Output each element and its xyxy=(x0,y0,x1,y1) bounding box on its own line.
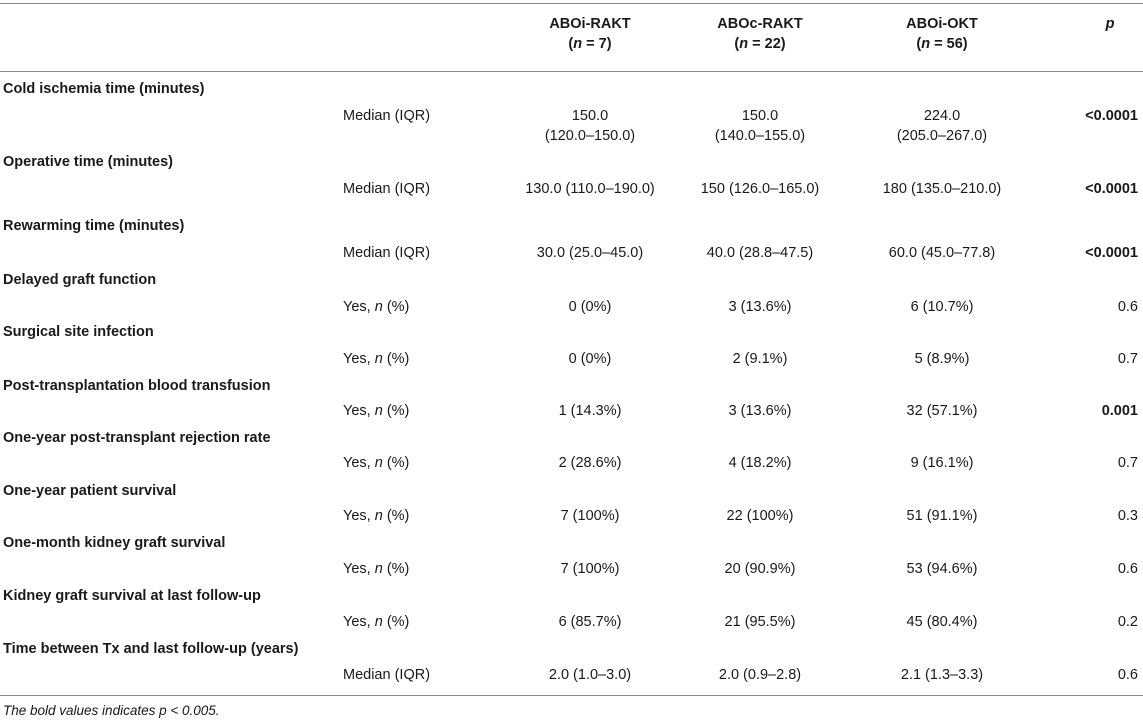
row-label: Yes, n (%) xyxy=(343,508,410,524)
cell-value-col2: 150.0 (140.0–155.0) xyxy=(714,108,806,144)
cell-value-col1: 0 (0%) xyxy=(568,351,612,367)
cell-p-value: <0.0001 xyxy=(1085,108,1138,124)
cell-value-col3: 51 (91.1%) xyxy=(906,508,978,524)
cell-p-value: <0.0001 xyxy=(1085,181,1138,197)
header-aboi-okt: ABOi-OKT (n = 56) xyxy=(906,16,978,52)
group-title: Cold ischemia time (minutes) xyxy=(3,81,205,97)
table-top-rule xyxy=(0,3,1143,4)
cell-value-col1: 30.0 (25.0–45.0) xyxy=(536,245,644,261)
group-title: Surgical site infection xyxy=(3,324,154,340)
group-title: Kidney graft survival at last follow-up xyxy=(3,588,261,604)
cell-p-value: 0.6 xyxy=(1117,299,1138,315)
cell-p-value: 0.3 xyxy=(1117,508,1138,524)
cell-value-col3: 2.1 (1.3–3.3) xyxy=(900,667,984,683)
cell-value-col3: 6 (10.7%) xyxy=(910,299,974,315)
cell-value-col1: 130.0 (110.0–190.0) xyxy=(525,181,655,197)
cell-value-col2: 40.0 (28.8–47.5) xyxy=(706,245,814,261)
row-label: Yes, n (%) xyxy=(343,455,410,471)
cell-value-col3: 45 (80.4%) xyxy=(906,614,978,630)
cell-p-value: 0.001 xyxy=(1101,403,1138,419)
row-label: Median (IQR) xyxy=(343,667,431,683)
row-label: Median (IQR) xyxy=(343,245,431,261)
group-title: Delayed graft function xyxy=(3,272,157,288)
cell-p-value: 0.6 xyxy=(1117,667,1138,683)
row-label: Yes, n (%) xyxy=(343,561,410,577)
cell-value-col2: 2.0 (0.9–2.8) xyxy=(718,667,802,683)
cell-value-col3: 5 (8.9%) xyxy=(914,351,970,367)
header-aboi-rakt: ABOi-RAKT (n = 7) xyxy=(549,16,631,52)
cell-value-col2: 2 (9.1%) xyxy=(732,351,788,367)
cell-value-col3: 32 (57.1%) xyxy=(906,403,978,419)
table-bottom-rule xyxy=(0,695,1143,696)
cell-p-value: <0.0001 xyxy=(1085,245,1138,261)
cell-value-col3: 53 (94.6%) xyxy=(906,561,978,577)
group-title: Post-transplantation blood transfusion xyxy=(3,378,271,394)
header-p-value: p xyxy=(1105,16,1115,32)
group-title: Time between Tx and last follow-up (years) xyxy=(3,641,299,657)
row-label: Yes, n (%) xyxy=(343,614,410,630)
group-title: One-month kidney graft survival xyxy=(3,535,226,551)
group-title: Operative time (minutes) xyxy=(3,154,174,170)
cell-value-col2: 21 (95.5%) xyxy=(724,614,796,630)
cell-value-col1: 6 (85.7%) xyxy=(558,614,622,630)
cell-value-col1: 0 (0%) xyxy=(568,299,612,315)
cell-value-col3: 224.0 (205.0–267.0) xyxy=(896,108,988,144)
table-footnote: The bold values indicates p < 0.005. xyxy=(3,703,220,718)
cell-value-col2: 22 (100%) xyxy=(726,508,794,524)
cell-value-col1: 150.0 (120.0–150.0) xyxy=(544,108,636,144)
cell-p-value: 0.6 xyxy=(1117,561,1138,577)
row-label: Median (IQR) xyxy=(343,108,431,124)
cell-p-value: 0.2 xyxy=(1117,614,1138,630)
cell-value-col2: 3 (13.6%) xyxy=(728,299,792,315)
header-aboc-rakt: ABOc-RAKT (n = 22) xyxy=(717,16,803,52)
row-label: Yes, n (%) xyxy=(343,351,410,367)
cell-value-col2: 20 (90.9%) xyxy=(724,561,796,577)
cell-value-col2: 3 (13.6%) xyxy=(728,403,792,419)
cell-value-col2: 150 (126.0–165.0) xyxy=(700,181,820,197)
cell-value-col3: 180 (135.0–210.0) xyxy=(882,181,1002,197)
row-label: Yes, n (%) xyxy=(343,403,410,419)
group-title: One-year patient survival xyxy=(3,483,177,499)
row-label: Yes, n (%) xyxy=(343,299,410,315)
group-title: Rewarming time (minutes) xyxy=(3,218,185,234)
cell-p-value: 0.7 xyxy=(1117,455,1138,471)
cell-value-col2: 4 (18.2%) xyxy=(728,455,792,471)
cell-value-col3: 60.0 (45.0–77.8) xyxy=(888,245,996,261)
table-header-rule xyxy=(0,71,1143,72)
row-label: Median (IQR) xyxy=(343,181,431,197)
cell-value-col1: 2.0 (1.0–3.0) xyxy=(548,667,632,683)
cell-value-col1: 7 (100%) xyxy=(560,561,620,577)
cell-value-col3: 9 (16.1%) xyxy=(910,455,974,471)
cell-value-col1: 7 (100%) xyxy=(560,508,620,524)
cell-value-col1: 2 (28.6%) xyxy=(558,455,622,471)
cell-p-value: 0.7 xyxy=(1117,351,1138,367)
cell-value-col1: 1 (14.3%) xyxy=(558,403,622,419)
group-title: One-year post-transplant rejection rate xyxy=(3,430,271,446)
